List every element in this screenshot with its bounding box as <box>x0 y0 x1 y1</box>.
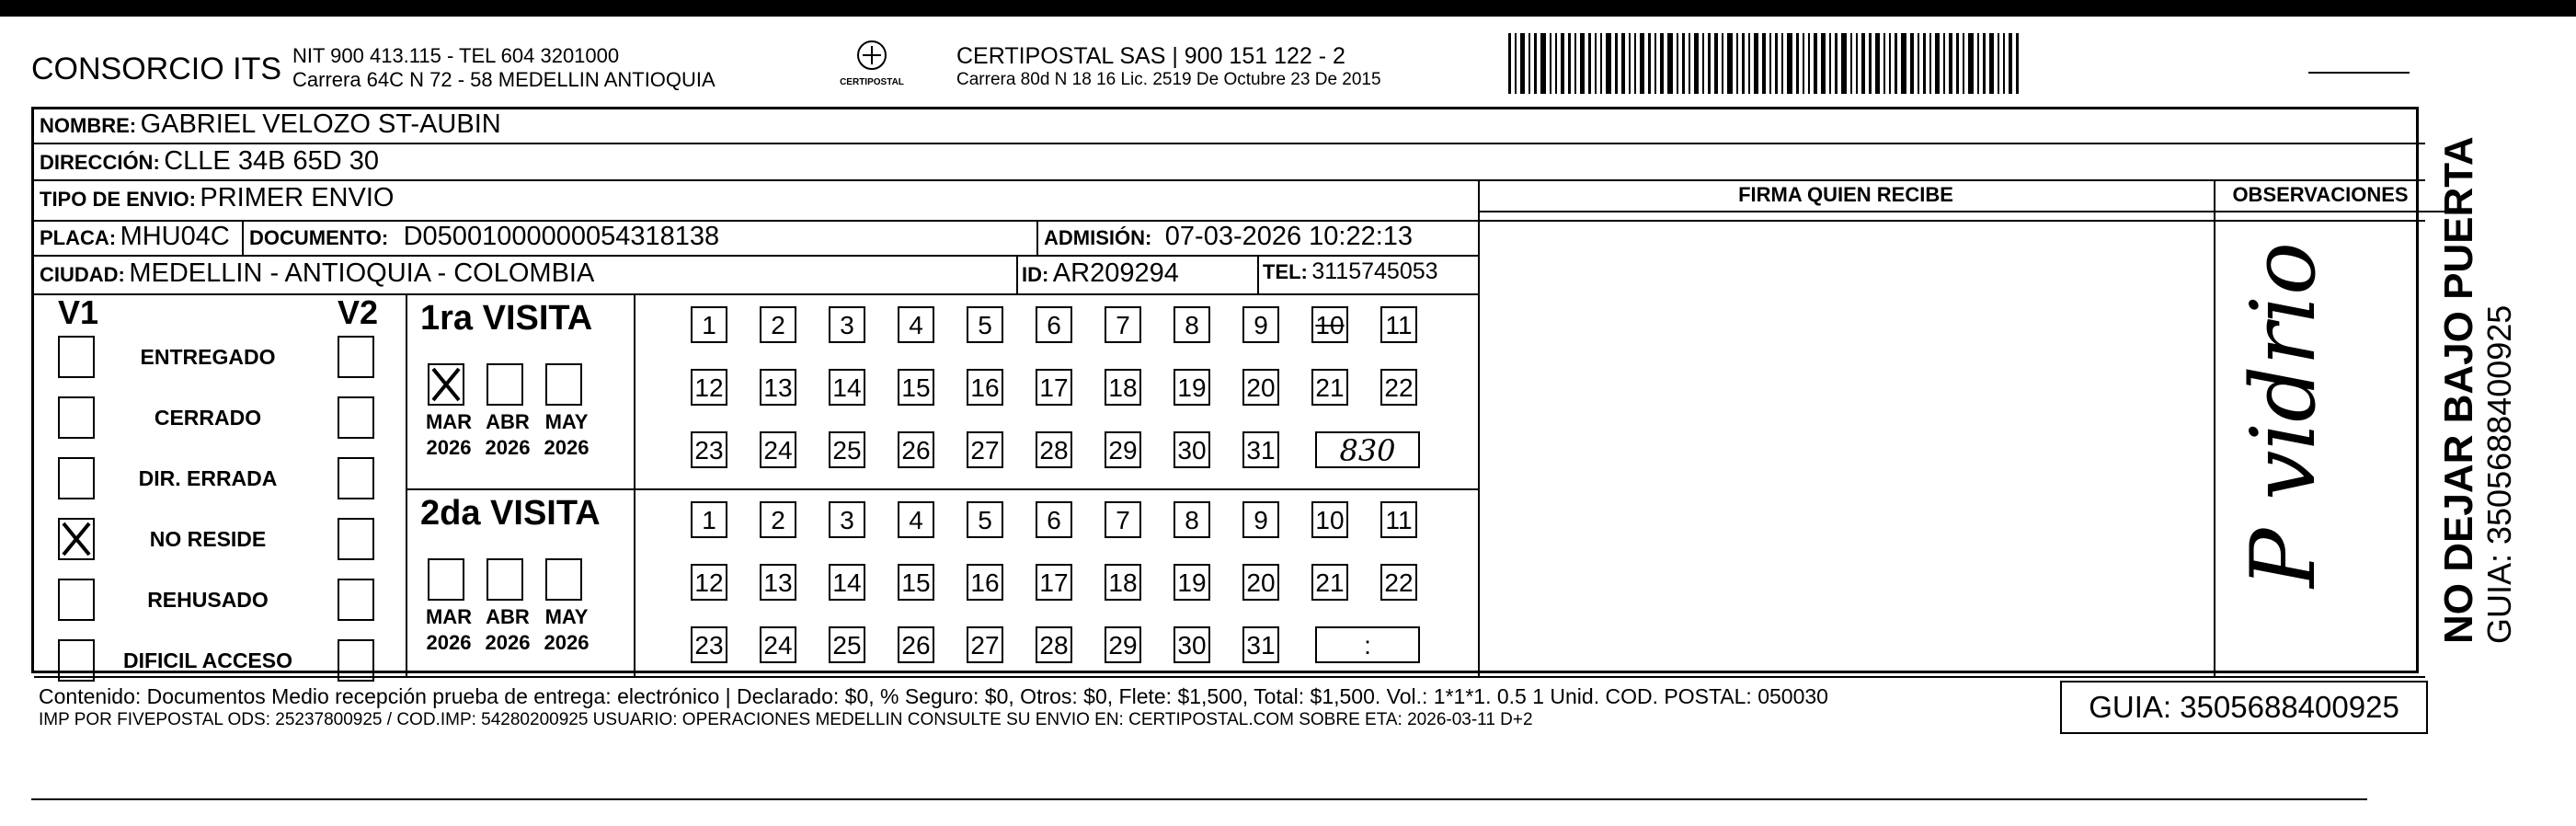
day-cell[interactable]: 9 <box>1242 501 1279 538</box>
day-cell[interactable]: 2 <box>760 306 796 343</box>
day-cell[interactable]: 16 <box>967 369 1003 406</box>
barcode-bar <box>1762 33 1766 94</box>
day-cell[interactable]: 17 <box>1036 369 1072 406</box>
month-year: 2026 <box>485 436 531 459</box>
day-cell[interactable]: 25 <box>829 626 865 663</box>
day-cell[interactable]: 20 <box>1242 369 1279 406</box>
barcode-bar <box>1769 33 1771 94</box>
id-value: AR209294 <box>1052 258 1179 288</box>
barcode-bar <box>1682 33 1685 94</box>
day-cell[interactable]: 31 <box>1242 626 1279 663</box>
day-cell[interactable]: 15 <box>898 369 934 406</box>
barcode-bar <box>1702 33 1704 94</box>
day-cell[interactable]: 16 <box>967 564 1003 601</box>
placa-value: MHU04C <box>120 222 230 251</box>
day-cell[interactable]: 18 <box>1105 369 1141 406</box>
barcode-bar <box>1520 33 1525 94</box>
barcode-bar <box>1708 33 1711 94</box>
barcode-bar <box>1654 33 1656 94</box>
day-cell[interactable]: 26 <box>898 431 934 468</box>
barcode-bar <box>1574 33 1576 94</box>
barcode-bar <box>1901 33 1906 94</box>
barcode-bar <box>1689 33 1690 94</box>
barcode-bar <box>1528 33 1530 94</box>
id-row <box>1022 258 1179 289</box>
v2-checkbox[interactable] <box>338 639 374 682</box>
nombre-row <box>40 109 501 140</box>
v1-checkbox[interactable] <box>58 336 95 378</box>
v1-checkbox[interactable] <box>58 579 95 621</box>
tel-value: 3115745053 <box>1311 258 1438 284</box>
direccion-value: CLLE 34B 65D 30 <box>164 146 380 176</box>
day-cell[interactable]: 7 <box>1105 306 1141 343</box>
barcode-bar <box>1861 33 1865 94</box>
guia-box: GUIA: 3505688400925 <box>2060 681 2428 734</box>
day-cell[interactable]: 19 <box>1174 369 1210 406</box>
status-option-label: DIR. ERRADA <box>138 466 278 490</box>
day-cell[interactable]: 30 <box>1174 626 1210 663</box>
check-x-icon <box>429 365 463 404</box>
day-cell[interactable]: 27 <box>967 626 1003 663</box>
v2-checkbox[interactable] <box>338 518 374 560</box>
barcode-bar <box>1568 33 1571 94</box>
month-label: MAY <box>544 410 589 433</box>
day-cell[interactable]: 17 <box>1036 564 1072 601</box>
tel-row <box>1263 258 1438 285</box>
barcode-bar <box>1963 33 1964 94</box>
day-cell[interactable]: 9 <box>1242 306 1279 343</box>
certipostal-logo <box>837 37 907 103</box>
barcode-bar <box>1803 33 1804 94</box>
month-label: MAR <box>425 605 473 628</box>
barcode-bar <box>1968 33 1974 94</box>
day-cell[interactable]: 15 <box>898 564 934 601</box>
barcode-bar <box>1850 33 1852 94</box>
barcode-bar <box>1648 33 1651 94</box>
day-cell[interactable]: 29 <box>1105 431 1141 468</box>
barcode-bar <box>1677 33 1678 94</box>
imp-text: IMP POR FIVEPOSTAL ODS: 25237800925 / COD.IMP: 54280200925 USUARIO: OPERACIONES MEDELLIN CONSULTE SU ENVIO EN: CERTIPOSTAL.COM SOBRE ETA: 2026-03-11 D+2 <box>39 710 1533 729</box>
barcode-bar <box>1640 33 1644 94</box>
top-border <box>0 0 2576 17</box>
day-cell[interactable]: 7 <box>1105 501 1141 538</box>
barcode-bar <box>1796 33 1799 94</box>
admision-row <box>1044 222 1413 252</box>
observaciones-header: OBSERVACIONES <box>2232 183 2409 206</box>
barcode-bar <box>1895 33 1897 94</box>
day-cell[interactable]: 28 <box>1036 626 1072 663</box>
barcode-bar <box>1694 33 1699 94</box>
barcode-bar <box>1540 33 1546 94</box>
bottom-rule <box>31 798 2367 800</box>
barcode-bar <box>2016 33 2019 94</box>
nombre-label: NOMBRE: <box>40 114 137 137</box>
side-text <box>2437 136 2518 644</box>
barcode-bar <box>1555 33 1557 94</box>
month-year: 2026 <box>426 631 472 654</box>
firma-header: FIRMA QUIEN RECIBE <box>1738 183 1953 206</box>
month-checkbox[interactable] <box>487 558 523 601</box>
tipo-row <box>40 183 394 213</box>
month-year: 2026 <box>544 631 590 654</box>
barcode-bar <box>1910 33 1914 94</box>
month-label: MAR <box>425 410 473 433</box>
month-label: ABR <box>486 410 530 433</box>
day-cell[interactable]: 5 <box>967 501 1003 538</box>
day-cell[interactable]: 27 <box>967 431 1003 468</box>
barcode-bar <box>1821 33 1826 94</box>
barcode-bar <box>1634 33 1636 94</box>
day-cell[interactable]: 14 <box>829 369 865 406</box>
day-cell[interactable]: 6 <box>1036 501 1072 538</box>
contenido-text: Contenido: Documentos Medio recepción prueba de entrega: electrónico | Declarado: $0, % Seguro: $0, Otros: $0, Flete: $1,500, Total: $1,500. Vol.: 1*1*1. 0.5 1 Unid. COD. POSTAL: 050030 <box>39 684 1828 708</box>
barcode-bar <box>1742 33 1745 94</box>
day-cell[interactable]: 6 <box>1036 306 1072 343</box>
barcode-bar <box>1736 33 1738 94</box>
barcode-bar <box>1550 33 1551 94</box>
barcode-bar <box>1629 33 1631 94</box>
barcode-bar <box>1883 33 1885 94</box>
barcode-bar <box>1754 33 1758 94</box>
month-checkbox[interactable] <box>428 363 464 406</box>
day-cell[interactable]: 11 <box>1380 501 1417 538</box>
barcode-bar <box>1923 33 1926 94</box>
company-name: CONSORCIO ITS <box>31 52 282 86</box>
barcode-bar <box>2003 33 2005 94</box>
month-year: 2026 <box>426 436 472 459</box>
company-address: Carrera 64C N 72 - 58 MEDELLIN ANTIOQUIA <box>292 68 716 91</box>
barcode-bar <box>1606 33 1611 94</box>
day-cell[interactable]: 28 <box>1036 431 1072 468</box>
barcode-bar <box>1956 33 1959 94</box>
status-option-label: REHUSADO <box>147 588 269 612</box>
barcode-bar <box>1808 33 1810 94</box>
day-cell[interactable]: 23 <box>691 431 727 468</box>
handwritten-code-cell[interactable]: 830 <box>1315 431 1420 468</box>
barcode-bar <box>1841 33 1847 94</box>
barcode-bar <box>1856 33 1858 94</box>
v2-label: V2 <box>338 293 379 331</box>
barcode-bar <box>2009 33 2012 94</box>
month-label: ABR <box>486 605 530 628</box>
status-option-label: ENTREGADO <box>140 345 276 369</box>
barcode-bar <box>1889 33 1891 94</box>
barcode-bar <box>1929 33 1931 94</box>
day-cell[interactable]: 3 <box>829 306 865 343</box>
day-cell[interactable]: 13 <box>760 369 796 406</box>
day-cell[interactable]: 19 <box>1174 564 1210 601</box>
ciudad-label: CIUDAD: <box>40 263 125 286</box>
day-cell[interactable]: 8 <box>1174 306 1210 343</box>
barcode-bar <box>1588 33 1591 94</box>
observacion-handwriting: P vidrio <box>2232 242 2335 588</box>
month-checkbox[interactable] <box>545 363 582 406</box>
barcode-bar <box>1714 33 1718 94</box>
barcode-bar <box>1781 33 1783 94</box>
status-option-label: NO RESIDE <box>149 527 267 551</box>
v2-checkbox[interactable] <box>338 457 374 499</box>
barcode-bar <box>1787 33 1792 94</box>
admision-label: ADMISIÓN: <box>1044 226 1152 249</box>
time-cell[interactable]: : <box>1315 626 1420 663</box>
direccion-row <box>40 146 379 177</box>
placa-label: PLACA: <box>40 226 117 249</box>
barcode-bar <box>1835 33 1838 94</box>
tipo-label: TIPO DE ENVIO: <box>40 188 196 211</box>
barcode-bar <box>1600 33 1602 94</box>
v1-checkbox[interactable] <box>58 457 95 499</box>
barcode-bar <box>1561 33 1564 94</box>
v2-checkbox[interactable] <box>338 579 374 621</box>
v2-checkbox[interactable] <box>338 336 374 378</box>
day-cell[interactable]: 30 <box>1174 431 1210 468</box>
company-nit: NIT 900 413.115 - TEL 604 3201000 <box>292 44 620 67</box>
barcode-bar <box>1775 33 1778 94</box>
day-cell[interactable]: 12 <box>691 369 727 406</box>
barcode-bar <box>1829 33 1831 94</box>
company-info <box>292 44 716 92</box>
logo-text: CERTIPOSTAL <box>840 77 904 87</box>
day-cell[interactable]: 22 <box>1380 369 1417 406</box>
month-checkbox[interactable] <box>545 558 582 601</box>
day-cell[interactable]: 3 <box>829 501 865 538</box>
day-cell[interactable]: 31 <box>1242 431 1279 468</box>
barcode-bar <box>1943 33 1945 94</box>
barcode-bar <box>1998 33 1999 94</box>
day-cell[interactable]: 4 <box>898 306 934 343</box>
day-cell[interactable]: 29 <box>1105 626 1141 663</box>
signature-line <box>2308 72 2410 74</box>
day-cell[interactable]: 14 <box>829 564 865 601</box>
barcode-bar <box>1621 33 1625 94</box>
barcode-bar <box>1977 33 1979 94</box>
tipo-value: PRIMER ENVIO <box>200 183 395 212</box>
day-cell[interactable]: 21 <box>1311 369 1348 406</box>
admision-value: 07-03-2026 10:22:13 <box>1164 222 1414 251</box>
documento-row <box>249 222 719 252</box>
barcode-bar <box>1949 33 1952 94</box>
month-year: 2026 <box>544 436 590 459</box>
visit-title: 1ra VISITA <box>420 299 593 338</box>
day-cell[interactable]: 24 <box>760 626 796 663</box>
day-cell[interactable]: 13 <box>760 564 796 601</box>
day-cell[interactable]: 1 <box>691 501 727 538</box>
month-checkbox[interactable] <box>487 363 523 406</box>
barcode-bar <box>1660 33 1664 94</box>
placa-row <box>40 222 230 252</box>
status-option-label: DIFICIL ACCESO <box>122 648 292 672</box>
barcode-bar <box>1667 33 1673 94</box>
day-cell[interactable]: 10 <box>1311 501 1348 538</box>
v1-label: V1 <box>58 293 99 331</box>
side-warning: NO DEJAR BAJO PUERTA <box>2436 136 2481 644</box>
day-cell[interactable]: 8 <box>1174 501 1210 538</box>
day-cell[interactable]: 21 <box>1311 564 1348 601</box>
day-cell[interactable]: 23 <box>691 626 727 663</box>
barcode-bar <box>1580 33 1585 94</box>
day-cell[interactable]: 10 <box>1311 306 1348 343</box>
v1-checkbox[interactable] <box>58 639 95 682</box>
barcode-bar <box>1918 33 1919 94</box>
day-cell[interactable]: 12 <box>691 564 727 601</box>
month-checkbox[interactable] <box>428 558 464 601</box>
v2-checkbox[interactable] <box>338 396 374 439</box>
check-x-icon <box>60 520 93 558</box>
barcode-bar <box>1722 33 1723 94</box>
barcode-bar <box>1534 33 1537 94</box>
v1-checkbox[interactable] <box>58 396 95 439</box>
nombre-value: GABRIEL VELOZO ST-AUBIN <box>140 109 501 139</box>
day-cell[interactable]: 26 <box>898 626 934 663</box>
day-cell[interactable]: 1 <box>691 306 727 343</box>
day-cell[interactable]: 25 <box>829 431 865 468</box>
day-cell[interactable]: 22 <box>1380 564 1417 601</box>
day-cell[interactable]: 2 <box>760 501 796 538</box>
barcode-bar <box>1983 33 1986 94</box>
ciudad-row <box>40 258 594 289</box>
barcode-bar <box>1989 33 1994 94</box>
shipping-form <box>31 107 2419 673</box>
side-guia: GUIA: 3505688400925 <box>2480 304 2518 644</box>
barcode-bar <box>1748 33 1750 94</box>
carrier-address: Carrera 80d N 18 16 Lic. 2519 De Octubre 23 De 2015 <box>956 70 1381 89</box>
id-label: ID: <box>1022 263 1049 286</box>
month-year: 2026 <box>485 631 531 654</box>
barcode-bar <box>1508 33 1511 94</box>
day-cell[interactable]: 24 <box>760 431 796 468</box>
barcode-bar <box>1875 33 1880 94</box>
visit-title: 2da VISITA <box>420 494 601 533</box>
documento-label: DOCUMENTO: <box>249 226 389 249</box>
barcode-bar <box>1615 33 1618 94</box>
carrier-nit: CERTIPOSTAL SAS | 900 151 122 - 2 <box>956 43 1345 69</box>
day-cell[interactable]: 20 <box>1242 564 1279 601</box>
barcode-bar <box>1869 33 1872 94</box>
day-cell[interactable]: 4 <box>898 501 934 538</box>
barcode-bar <box>1727 33 1733 94</box>
direccion-label: DIRECCIÓN: <box>40 151 160 174</box>
day-cell[interactable]: 18 <box>1105 564 1141 601</box>
status-option-label: CERRADO <box>154 406 262 430</box>
ciudad-value: MEDELLIN - ANTIOQUIA - COLOMBIA <box>129 258 595 288</box>
barcode <box>1508 33 2244 94</box>
month-label: MAY <box>544 605 589 628</box>
barcode-bar <box>1935 33 1940 94</box>
day-cell[interactable]: 11 <box>1380 306 1417 343</box>
barcode-bar <box>1515 33 1517 94</box>
v1-checkbox[interactable] <box>58 518 95 560</box>
barcode-bar <box>1814 33 1817 94</box>
carrier-info <box>956 44 1381 92</box>
day-cell[interactable]: 5 <box>967 306 1003 343</box>
documento-value: D05001000000054318138 <box>403 222 720 251</box>
barcode-bar <box>1595 33 1597 94</box>
tel-label: TEL: <box>1263 260 1308 283</box>
